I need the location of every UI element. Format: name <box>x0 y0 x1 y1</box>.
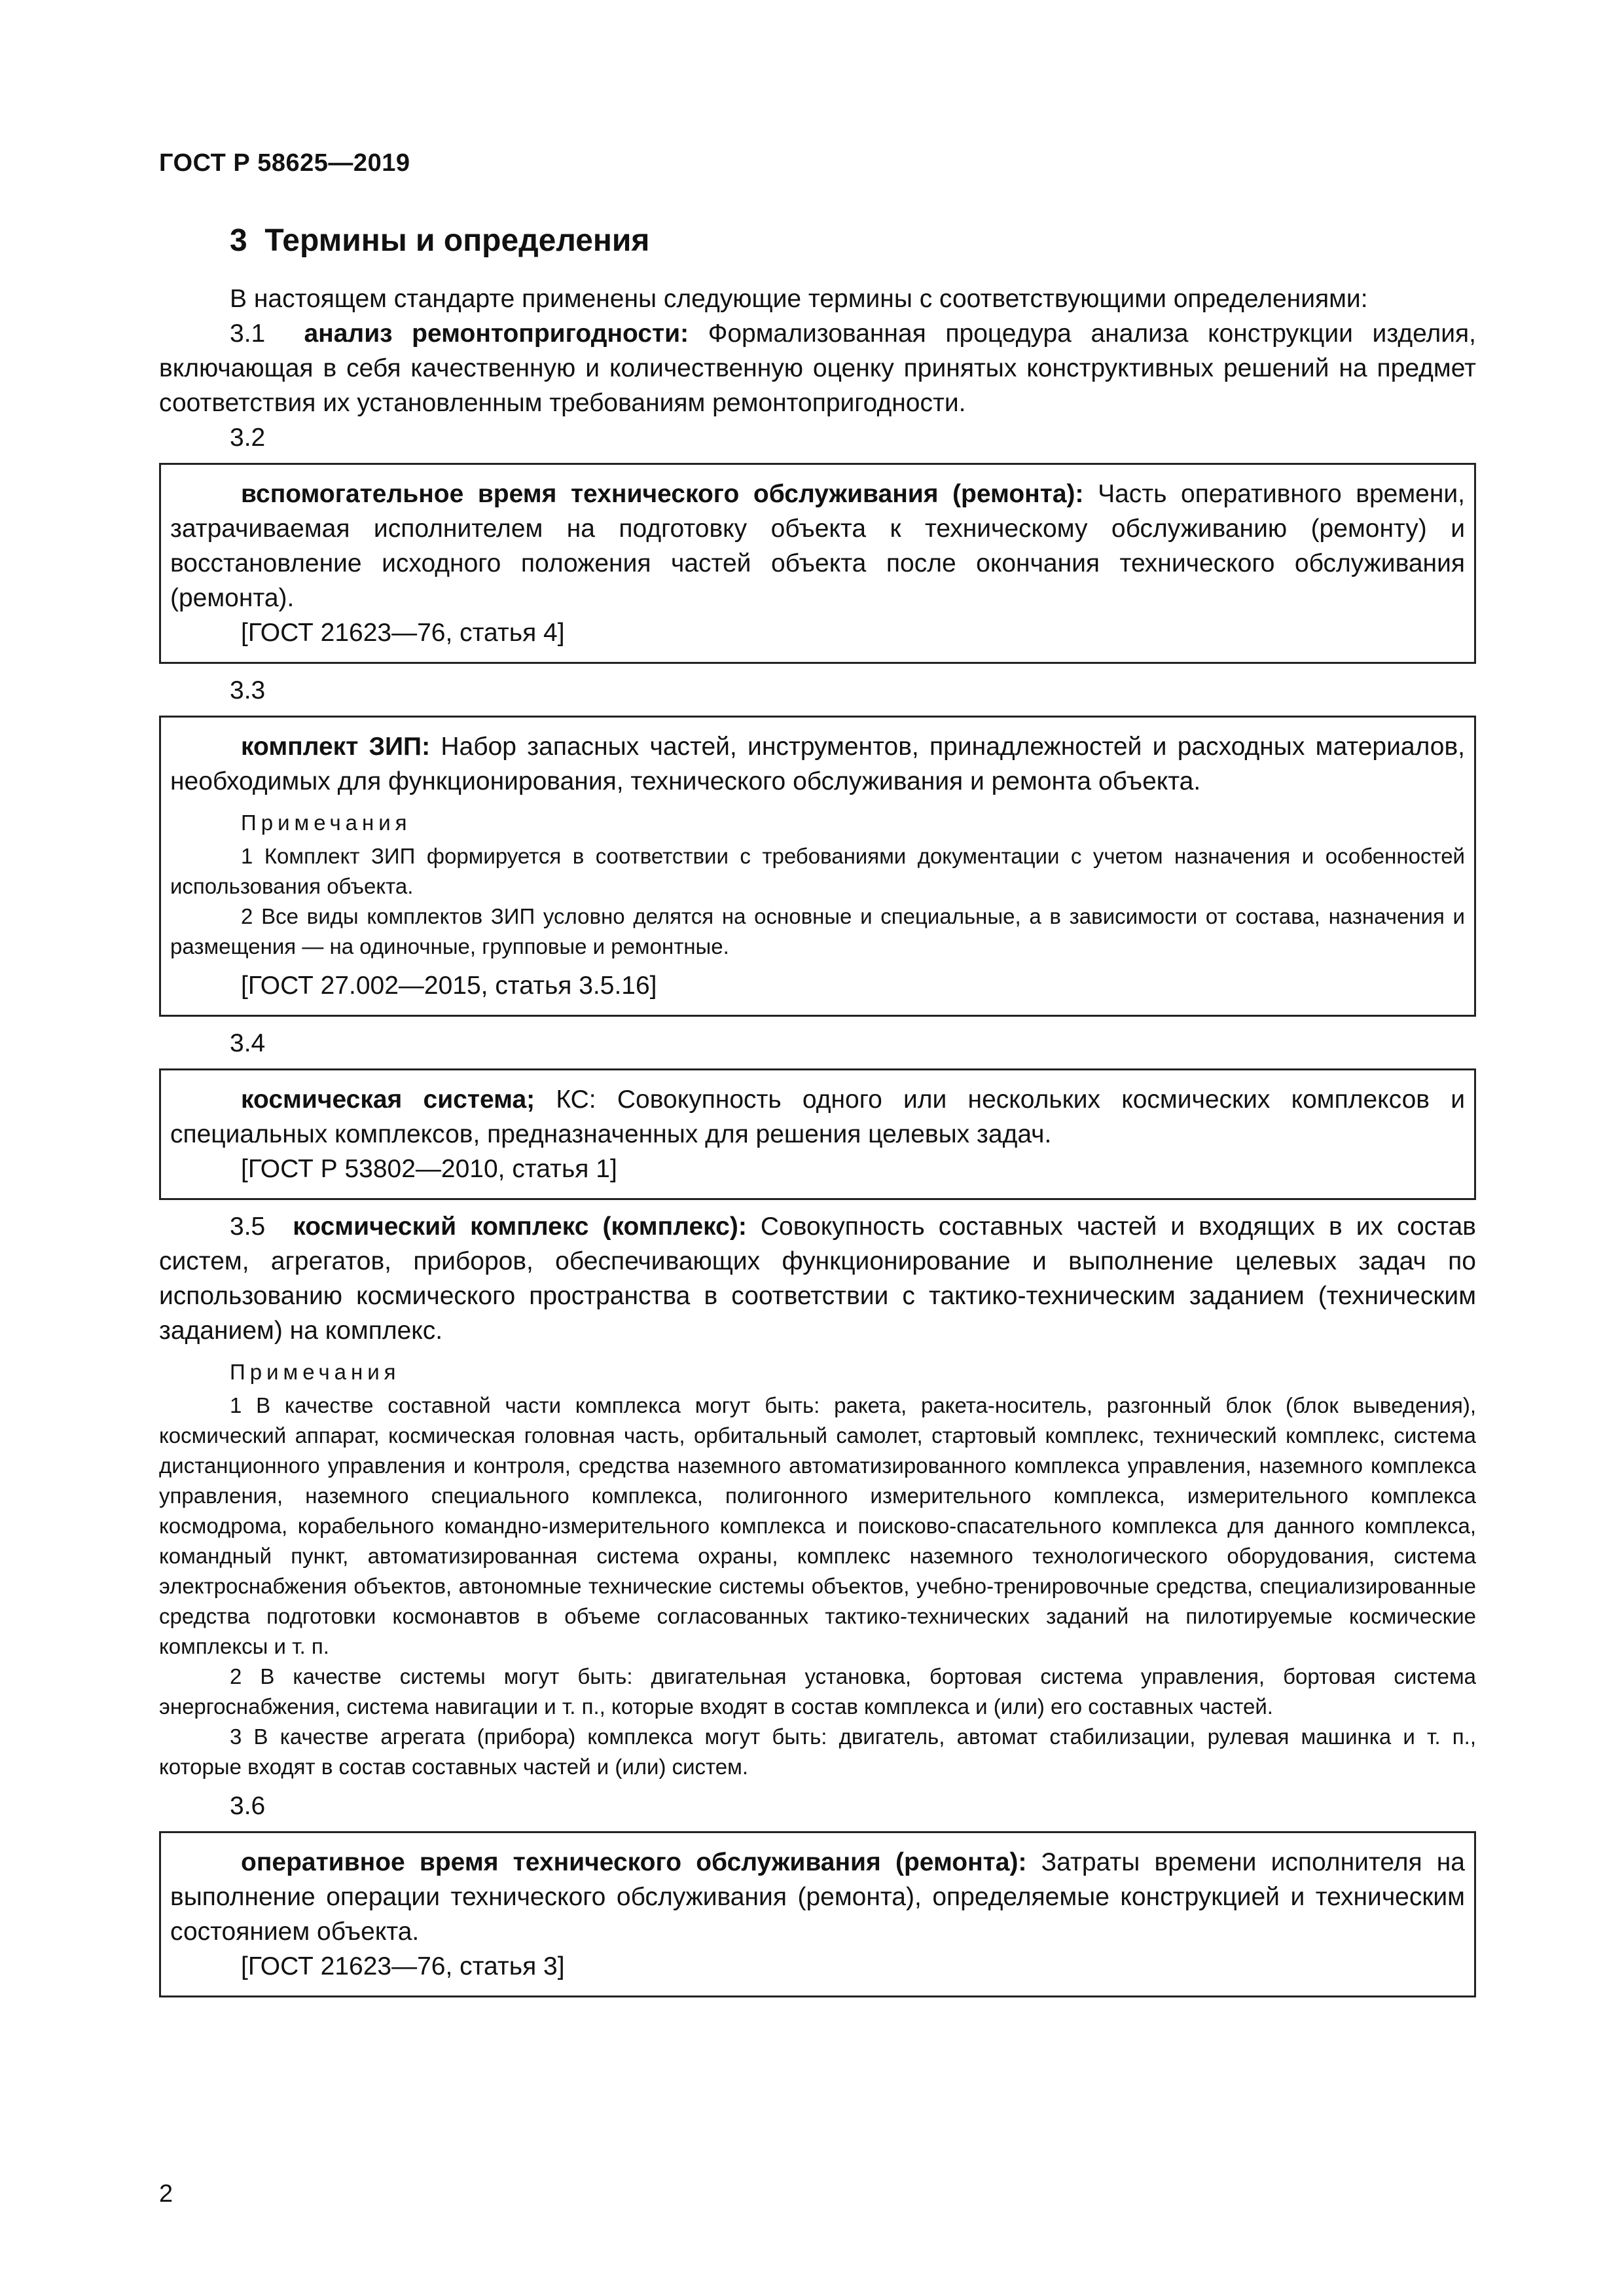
note-item: 1 В качестве составной части комплекса могут быть: ракета, ракета-носитель, разгонный блок (блок выведения), космический аппарат, космическая головная часть, орбитальный самолет, стартовый комплекс, технический комплекс, система дистанционного управления и контроля, средства наземного автоматизированного комплекса управления, наземного комплекса управления, наземного специального комплекса, полигонного измерительного комплекса, измерительного комплекса космодрома, корабельного командно-измерительного комплекса и поисково-спасательного комплекса для данного комплекса, командный пункт, автоматизированная система охраны, комплекс наземного технологического оборудования, система электроснабжения объектов, автономные технические системы объектов, учебно-тренировочные средства, специализированные средства подготовки космонавтов в объеме согласованных тактико-технических заданий на пилотируемые космические комплексы и т. п. <box>159 1393 1476 1658</box>
term-3-1 <box>159 316 1476 420</box>
term-definition: Часть оперативного времени, затрачиваемая исполнителем на подготовку объекта к техническому обслуживанию (ремонту) и восстановление исходного положения частей объекта после окончания технического обслуживания (ремонта). <box>170 480 1465 612</box>
term-number: 3.1 <box>230 319 266 348</box>
term-reference: [ГОСТ 27.002—2015, статья 3.5.16] <box>241 972 657 1000</box>
term-name: космическая система; <box>241 1085 535 1114</box>
section-content <box>159 282 1476 2007</box>
page-number: 2 <box>159 2180 173 2208</box>
term-definition: Набор запасных частей, инструментов, принадлежностей и расходных материалов, необходимых для функционирования, технического обслуживания и ремонта объекта. <box>170 733 1466 795</box>
term-3-6-number: 3.6 <box>230 1792 266 1820</box>
term-reference: [ГОСТ 21623—76, статья 3] <box>241 1952 565 1980</box>
intro-paragraph: В настоящем стандарте применены следующие термины с соответствующими определениями: <box>230 285 1368 313</box>
term-name: космический комплекс (комплекс): <box>293 1212 747 1241</box>
term-definition: Совокупность одного или нескольких космических комплексов и специальных комплексов, предназначенных для решения целевых задач. <box>170 1085 1466 1148</box>
term-3-6 <box>170 1845 1465 1949</box>
term-number: 3.5 <box>230 1212 266 1241</box>
term-definition: Совокупность составных частей и входящих в их состав систем, агрегатов, приборов, обеспечивающих функционирование и выполнение целевых задач по использованию космического пространства в соответствии с тактико-техническим заданием (техническим заданием) на комплекс. <box>159 1212 1476 1345</box>
section-title <box>230 223 649 259</box>
term-3-2 <box>170 477 1465 615</box>
term-definition: Затраты времени исполнителя на выполнение операции технического обслуживания (ремонта), определяемые конструкцией и техническим состоянием объекта. <box>170 1848 1465 1946</box>
note-item: 1 Комплект ЗИП формируется в соответствии с требованиями документации с учетом назначения и особенностей использования объекта. <box>170 844 1465 898</box>
term-3-4-box <box>159 1068 1476 1200</box>
term-name: комплект ЗИП: <box>241 733 431 761</box>
term-definition: Формализованная процедура анализа конструкции изделия, включающая в себя качественную и количественную оценку принятых конструктивных решений на предмет соответствия их установленным требованиям ремонтопригодности. <box>159 319 1477 417</box>
term-3-3-number: 3.3 <box>230 676 266 704</box>
term-abbreviation: КС: <box>535 1085 596 1114</box>
term-3-2-box <box>159 463 1476 664</box>
term-name: оперативное время технического обслуживания (ремонта): <box>241 1848 1027 1876</box>
note-item: 2 В качестве системы могут быть: двигательная установка, бортовая система управления, бортовая система энергоснабжения, система навигации и т. п., которые входят в состав комплекса и (или) его составных частей. <box>159 1664 1476 1719</box>
term-3-6-box <box>159 1831 1476 1997</box>
term-reference: [ГОСТ 21623—76, статья 4] <box>241 619 565 647</box>
section-title-text: Термины и определения <box>264 223 650 258</box>
term-3-4 <box>170 1082 1465 1152</box>
notes-title: Примечания <box>241 811 412 835</box>
term-name: анализ ремонтопригодности: <box>304 319 689 348</box>
note-item: 2 Все виды комплектов ЗИП условно делятся на основные и специальные, а в зависимости от состава, назначения и размещения — на одиночные, групповые и ремонтные. <box>170 904 1465 958</box>
term-3-4-number: 3.4 <box>230 1029 266 1057</box>
section-number: 3 <box>230 223 247 258</box>
term-3-3-box <box>159 716 1476 1017</box>
notes-title: Примечания <box>230 1360 401 1384</box>
term-3-2-number: 3.2 <box>230 424 266 452</box>
document-header: ГОСТ Р 58625—2019 <box>159 149 410 177</box>
note-item: 3 В качестве агрегата (прибора) комплекса могут быть: двигатель, автомат стабилизации, рулевая машинка и т. п., которые входят в состав составных частей и (или) систем. <box>159 1724 1476 1779</box>
term-name: вспомогательное время технического обслуживания (ремонта): <box>241 480 1084 508</box>
term-3-5 <box>159 1209 1476 1348</box>
term-reference: [ГОСТ Р 53802—2010, статья 1] <box>241 1155 617 1183</box>
term-3-3 <box>170 729 1465 799</box>
